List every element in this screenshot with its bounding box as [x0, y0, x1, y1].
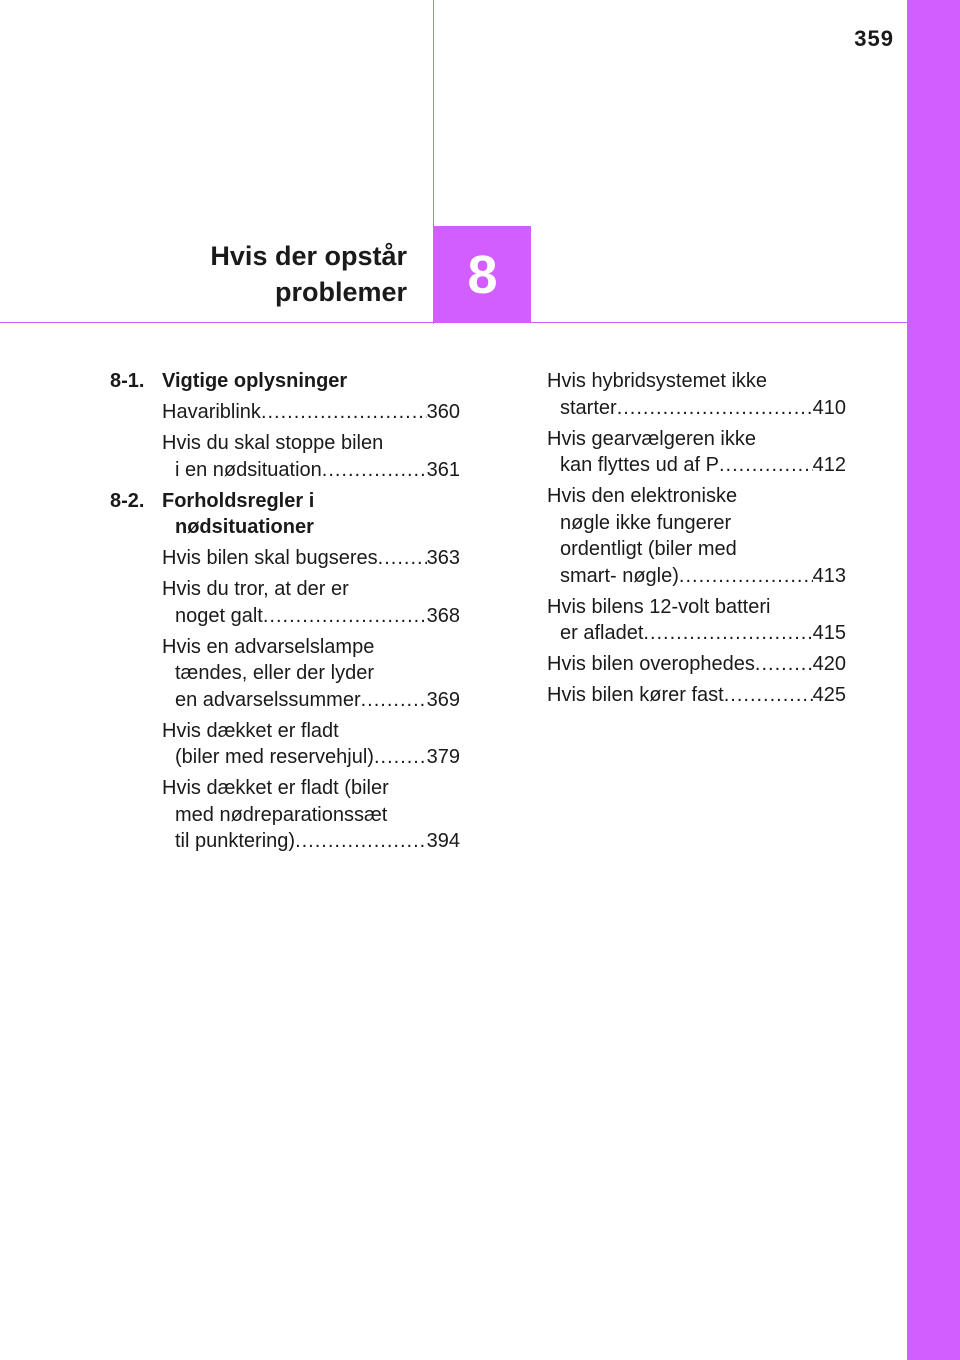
toc-column-left — [110, 368, 460, 859]
toc-page-number: 369 — [426, 688, 460, 711]
toc-section-number: 8-1. — [110, 370, 145, 392]
dot-leader — [643, 620, 812, 647]
toc-section-title-line: nødsituationer — [175, 516, 314, 538]
dot-leader — [322, 457, 427, 484]
toc-page-number: 360 — [426, 401, 460, 423]
toc-page-number: 394 — [426, 830, 460, 852]
toc-entry-last-line — [162, 828, 460, 855]
toc-entry-title-line: Hvis bilens 12-volt batteri — [547, 595, 771, 618]
toc-entry-title-line: Hvis hybridsystemet ikke — [547, 370, 768, 392]
toc-entry-title-line: Hvis du tror, at der er — [162, 578, 349, 600]
toc-entry[interactable] — [547, 426, 846, 479]
toc-page-number: 379 — [426, 746, 460, 768]
toc-page-number: 368 — [426, 604, 460, 627]
toc-entry[interactable] — [547, 368, 846, 421]
toc-entry-last-line — [547, 651, 846, 678]
chapter-title-line: Hvis der opstår — [210, 241, 407, 271]
toc-entry[interactable] — [162, 634, 460, 714]
toc-entry-title-line: Hvis den elektroniske — [547, 485, 738, 507]
chapter-side-tab — [907, 0, 960, 1360]
toc-entry[interactable] — [162, 775, 460, 855]
toc-entry-title-line: kan flyttes ud af P — [560, 454, 719, 476]
toc-entry[interactable] — [162, 430, 460, 483]
toc-entry-title-line: Hvis bilen kører fast — [547, 684, 724, 706]
toc-page-number: 413 — [812, 564, 846, 587]
toc-column-right — [547, 368, 846, 713]
toc-entry-last-line — [547, 682, 846, 709]
toc-section-title-line: Vigtige oplysninger — [162, 370, 348, 392]
toc-entry[interactable] — [162, 576, 460, 629]
toc-page-number: 415 — [812, 622, 846, 644]
dot-leader — [374, 744, 427, 771]
dot-leader — [295, 828, 427, 855]
toc-entry-title-line: er afladet — [560, 622, 644, 644]
toc-section-heading — [110, 488, 460, 541]
toc-entry-last-line — [547, 395, 846, 422]
toc-entry-title-line: nøgle ikke fungerer — [560, 511, 732, 534]
toc-entry-title-line: noget galt — [175, 604, 263, 627]
toc-page-number: 412 — [812, 454, 846, 476]
toc-entry[interactable] — [162, 718, 460, 771]
toc-entry-title-line: Hvis bilen skal bugseres — [162, 547, 378, 569]
toc-entry[interactable] — [162, 545, 460, 572]
dot-leader — [263, 603, 427, 630]
chapter-number: 8 — [467, 244, 498, 305]
toc-entry[interactable] — [547, 594, 846, 647]
toc-entry-title-line: ordentligt (biler med — [560, 538, 737, 560]
chapter-number-box — [434, 226, 531, 323]
toc-entry-title-line: Hvis en advarselslampe — [162, 635, 375, 658]
dot-leader — [719, 452, 813, 479]
toc-entry-title-line: tændes, eller der lyder — [175, 662, 374, 684]
toc-entry-title-line: Hvis bilen overophedes — [547, 653, 755, 675]
toc-page-number: 363 — [426, 547, 460, 569]
toc-entry-title-line: i en nødsituation — [175, 458, 322, 481]
toc-entry-last-line — [162, 399, 460, 426]
toc-section-heading — [110, 368, 460, 395]
toc-entry-title-line: Havariblink — [162, 401, 261, 423]
toc-entry-title-line: til punktering) — [175, 830, 296, 852]
toc-page-number: 425 — [812, 684, 846, 706]
toc-entry-title-line: smart- nøgle) — [560, 564, 679, 587]
dot-leader — [755, 651, 813, 678]
dot-leader — [724, 682, 813, 709]
toc-section-title-line: Forholdsregler i — [162, 489, 315, 512]
chapter-title — [210, 238, 407, 310]
toc-page-number: 420 — [812, 653, 846, 675]
dot-leader — [617, 395, 813, 422]
toc-entry-last-line — [547, 452, 846, 479]
dot-leader — [361, 687, 427, 714]
toc-entry-last-line — [547, 620, 846, 647]
toc-entry-title-line: Hvis dækket er fladt — [162, 719, 339, 742]
toc-entry-last-line — [162, 603, 460, 630]
toc-page-number: 410 — [812, 396, 846, 419]
toc-entry-title-line: med nødreparationssæt — [175, 803, 388, 826]
toc-entry[interactable] — [162, 399, 460, 426]
toc-entry-title-line: en advarselssummer — [175, 688, 361, 711]
toc-entry-last-line — [162, 687, 460, 714]
toc-entry-title-line: Hvis du skal stoppe bilen — [162, 432, 384, 454]
toc-entry-last-line — [162, 457, 460, 484]
page-number: 359 — [854, 26, 894, 51]
toc-entry-title-line: starter — [560, 396, 617, 419]
toc-entry-last-line — [547, 563, 846, 590]
dot-leader — [261, 399, 427, 426]
chapter-title-line: problemer — [274, 277, 407, 307]
toc-entry-last-line — [162, 545, 460, 572]
toc-page-number: 361 — [426, 458, 460, 481]
dot-leader — [378, 545, 427, 572]
toc-entry-title-line: (biler med reservehjul) — [175, 746, 374, 768]
toc-entry-title-line: Hvis dækket er fladt (biler — [162, 777, 389, 799]
toc-section-number: 8-2. — [110, 489, 145, 512]
toc-entry-title-line: Hvis gearvælgeren ikke — [547, 427, 756, 450]
dot-leader — [679, 563, 813, 590]
toc-entry[interactable] — [547, 483, 846, 589]
toc-entry[interactable] — [547, 682, 846, 709]
toc-entry-last-line — [162, 744, 460, 771]
toc-entry[interactable] — [547, 651, 846, 678]
